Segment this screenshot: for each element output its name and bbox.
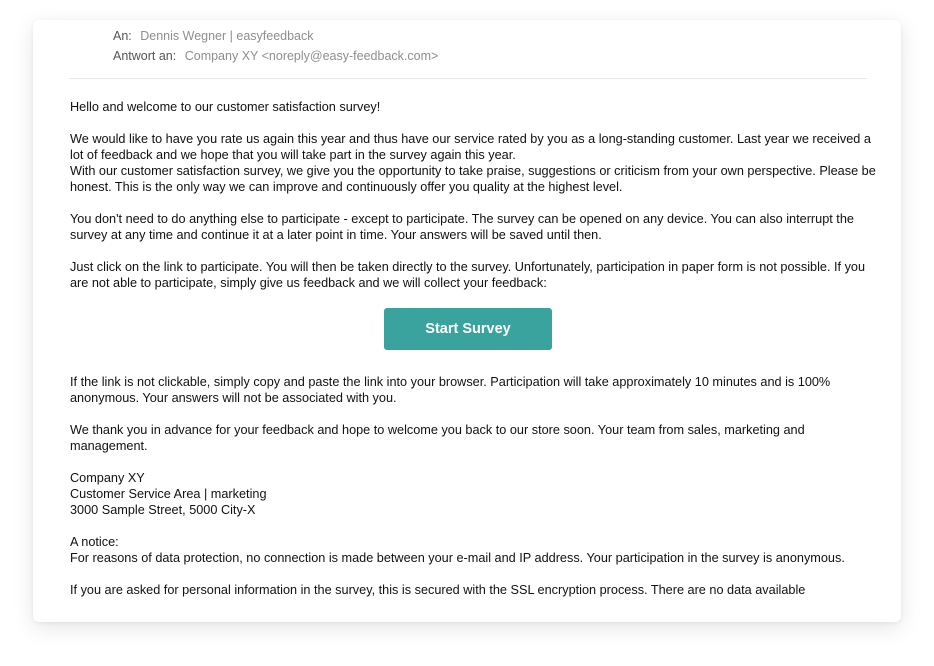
signature-department: Customer Service Area | marketing [70, 487, 267, 501]
signature-company: Company XY [70, 471, 145, 485]
notice-text: For reasons of data protection, no connection is made between your e-mail and IP address. Your participation in the survey is anonymous. [70, 551, 845, 565]
reply-to-row [113, 46, 438, 66]
participation-paragraph: You don't need to do anything else to participate - except to participate. The survey can be opened on any device. You can also interrupt the survey at any time and continue it at a later point in time. Your answers will be saved until then. [70, 212, 854, 242]
notice [70, 534, 876, 566]
email-card [33, 20, 901, 622]
signature-address: 3000 Sample Street, 5000 City-X [70, 503, 256, 517]
signature [70, 470, 876, 518]
email-body [70, 99, 876, 614]
reply-to-label: Antwort an: [113, 49, 177, 63]
to-row [113, 26, 438, 46]
ssl-paragraph: If you are asked for personal information in the survey, this is secured with the SSL encryption process. There are no data available [70, 583, 806, 597]
to-value[interactable]: Dennis Wegner | easyfeedback [140, 29, 314, 43]
reply-to-value[interactable]: Company XY <noreply@easy-feedback.com> [184, 49, 439, 63]
notice-title: A notice: [70, 535, 119, 549]
thanks-paragraph: We thank you in advance for your feedback and hope to welcome you back to our store soon. Your team from sales, marketing and management. [70, 423, 805, 453]
bottom-fade [33, 612, 901, 622]
intro-paragraph [70, 131, 876, 195]
start-survey-button[interactable]: Start Survey [384, 308, 552, 350]
link-paragraph: Just click on the link to participate. You will then be taken directly to the survey. Unfortunately, participation in paper form is not possible. If you are not able to participate, simply give us feedback and we will collect your feedback: [70, 260, 866, 290]
email-header [113, 26, 438, 66]
cta-container [70, 308, 876, 350]
header-divider [69, 78, 867, 79]
intro-line-1: We would like to have you rate us again this year and thus have our service rated by you as a long-standing customer. Last year we received a lot of feedback and we hope that you will take part in the survey again this year. [70, 132, 871, 162]
intro-line-2: With our customer satisfaction survey, we give you the opportunity to take praise, suggestions or criticism from your own perspective. Please be honest. This is the only way we can improve and continuously offer you quality at the highest level. [70, 164, 876, 194]
copy-link-paragraph: If the link is not clickable, simply copy and paste the link into your browser. Participation will take approximately 10 minutes and is 100% anonymous. Your answers will not be associated with you. [70, 375, 831, 405]
greeting: Hello and welcome to our customer satisfaction survey! [70, 100, 381, 114]
to-label: An: [113, 29, 132, 43]
